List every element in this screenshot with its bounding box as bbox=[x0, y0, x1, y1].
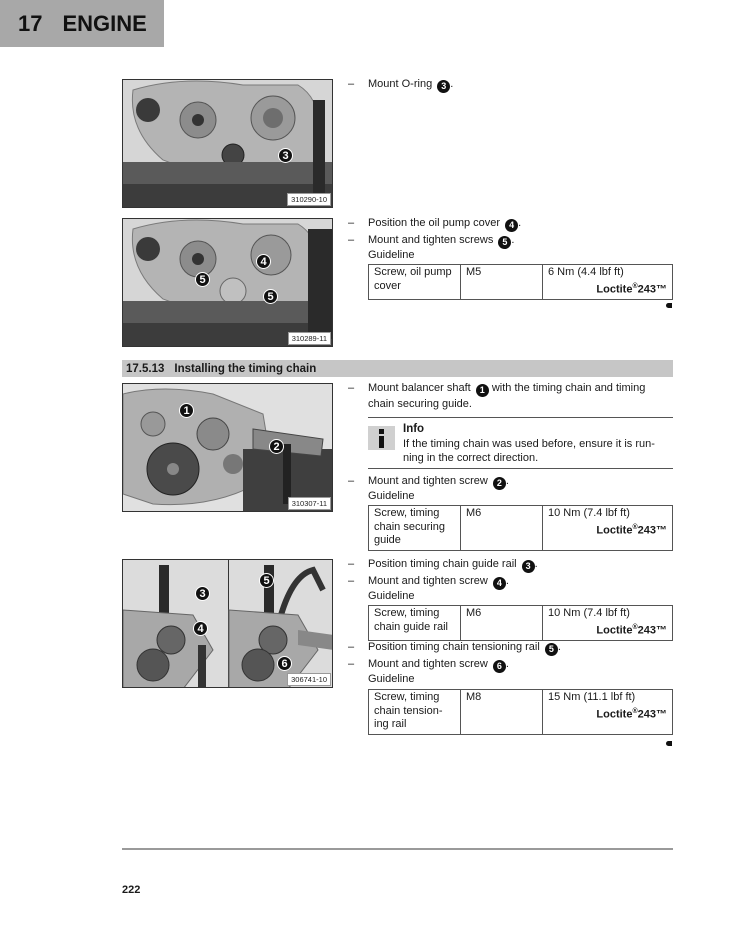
spec-torque: 15 Nm (11.1 lbf ft) Loctite®243™ bbox=[543, 690, 673, 735]
end-of-section-icon bbox=[666, 303, 672, 308]
callout-4: 4 bbox=[193, 621, 208, 636]
engine-photo-illustration bbox=[123, 560, 333, 688]
end-of-section-icon bbox=[666, 741, 672, 746]
step-tighten-screw-4: – Mount and tighten screw 4 . bbox=[348, 575, 509, 588]
section-title: Installing the timing chain bbox=[174, 362, 317, 375]
ref-badge: 5 bbox=[498, 236, 511, 249]
guideline-label: Guideline bbox=[368, 249, 415, 261]
spec-thread: M8 bbox=[461, 690, 543, 735]
figure-id: 310289-11 bbox=[288, 332, 331, 345]
table-row bbox=[369, 606, 673, 641]
guideline-label: Guideline bbox=[368, 590, 415, 602]
ref-badge: 5 bbox=[545, 643, 558, 656]
step-tighten-screw-2: – Mount and tighten screw 2 . bbox=[348, 475, 509, 488]
table-row bbox=[369, 690, 673, 735]
spec-torque: 10 Nm (7.4 lbf ft) Loctite®243™ bbox=[543, 506, 673, 551]
callout-3: 3 bbox=[195, 586, 210, 601]
callout-5: 5 bbox=[195, 272, 210, 287]
figure-id: 306741-10 bbox=[287, 673, 331, 686]
spec-table-oil-pump bbox=[368, 264, 673, 300]
callout-6: 6 bbox=[277, 656, 292, 671]
ref-badge: 4 bbox=[493, 577, 506, 590]
spec-part: Screw, timing chain tension-ing rail bbox=[369, 690, 461, 735]
figure-oring bbox=[122, 79, 333, 208]
info-title: Info bbox=[403, 423, 425, 435]
spec-thread: M6 bbox=[461, 506, 543, 551]
figure-id: 310290-10 bbox=[287, 193, 331, 206]
footer-divider bbox=[122, 848, 673, 850]
callout-3: 3 bbox=[278, 148, 293, 163]
step-tighten-screws: – Mount and tighten screws 5 . bbox=[348, 234, 515, 247]
step-position-tensioning-rail: – Position timing chain tensioning rail 5 . bbox=[348, 641, 561, 654]
step-mount-oring: – Mount O-ring 3 . bbox=[348, 78, 454, 91]
page-number: 222 bbox=[122, 884, 141, 896]
guideline-label: Guideline bbox=[368, 673, 415, 685]
spec-thread: M6 bbox=[461, 606, 543, 641]
chapter-number: 17 bbox=[18, 10, 43, 36]
step-position-oil-pump-cover: – Position the oil pump cover 4 . bbox=[348, 217, 522, 230]
callout-2: 2 bbox=[269, 439, 284, 454]
engine-photo-illustration bbox=[123, 219, 333, 347]
spec-part: Screw, timing chain securing guide bbox=[369, 506, 461, 551]
spec-part: Screw, timing chain guide rail bbox=[369, 606, 461, 641]
callout-4: 4 bbox=[256, 254, 271, 269]
spec-torque: 6 Nm (4.4 lbf ft) Loctite®243™ bbox=[543, 265, 673, 300]
section-header bbox=[122, 360, 673, 377]
ref-badge: 3 bbox=[522, 560, 535, 573]
step-tighten-screw-6: – Mount and tighten screw 6 . bbox=[348, 658, 509, 671]
guideline-label: Guideline bbox=[368, 490, 415, 502]
table-row bbox=[369, 265, 673, 300]
step-position-guide-rail: – Position timing chain guide rail 3 . bbox=[348, 558, 538, 571]
spec-torque: 10 Nm (7.4 lbf ft) Loctite®243™ bbox=[543, 606, 673, 641]
chapter-title: ENGINE bbox=[62, 10, 147, 36]
step-mount-balancer-shaft: – Mount balancer shaft 1 with the timing chain and timing chain securing guide. bbox=[348, 382, 646, 410]
ref-badge: 2 bbox=[493, 477, 506, 490]
figure-id: 310307-11 bbox=[288, 497, 331, 510]
ref-badge: 3 bbox=[437, 80, 450, 93]
callout-1: 1 bbox=[179, 403, 194, 418]
engine-photo-illustration bbox=[123, 384, 333, 512]
spec-table-guide-rail bbox=[368, 605, 673, 641]
ref-badge: 6 bbox=[493, 660, 506, 673]
spec-table-tensioning-rail bbox=[368, 689, 673, 735]
figure-oil-pump-cover bbox=[122, 218, 333, 347]
callout-5: 5 bbox=[259, 573, 274, 588]
ref-badge: 4 bbox=[505, 219, 518, 232]
spec-thread: M5 bbox=[461, 265, 543, 300]
spec-part: Screw, oil pump cover bbox=[369, 265, 461, 300]
chapter-header bbox=[0, 0, 164, 47]
figure-balancer-shaft bbox=[122, 383, 333, 512]
engine-photo-illustration bbox=[123, 80, 333, 208]
info-box bbox=[368, 417, 673, 469]
callout-5: 5 bbox=[263, 289, 278, 304]
figure-guide-rails bbox=[122, 559, 333, 688]
table-row bbox=[369, 506, 673, 551]
info-text: If the timing chain was used before, ensure it is run-ning in the correct direction. bbox=[403, 438, 655, 464]
ref-badge: 1 bbox=[476, 384, 489, 397]
spec-table-securing-guide bbox=[368, 505, 673, 551]
section-number: 17.5.13 bbox=[126, 362, 165, 375]
info-icon bbox=[368, 426, 395, 450]
